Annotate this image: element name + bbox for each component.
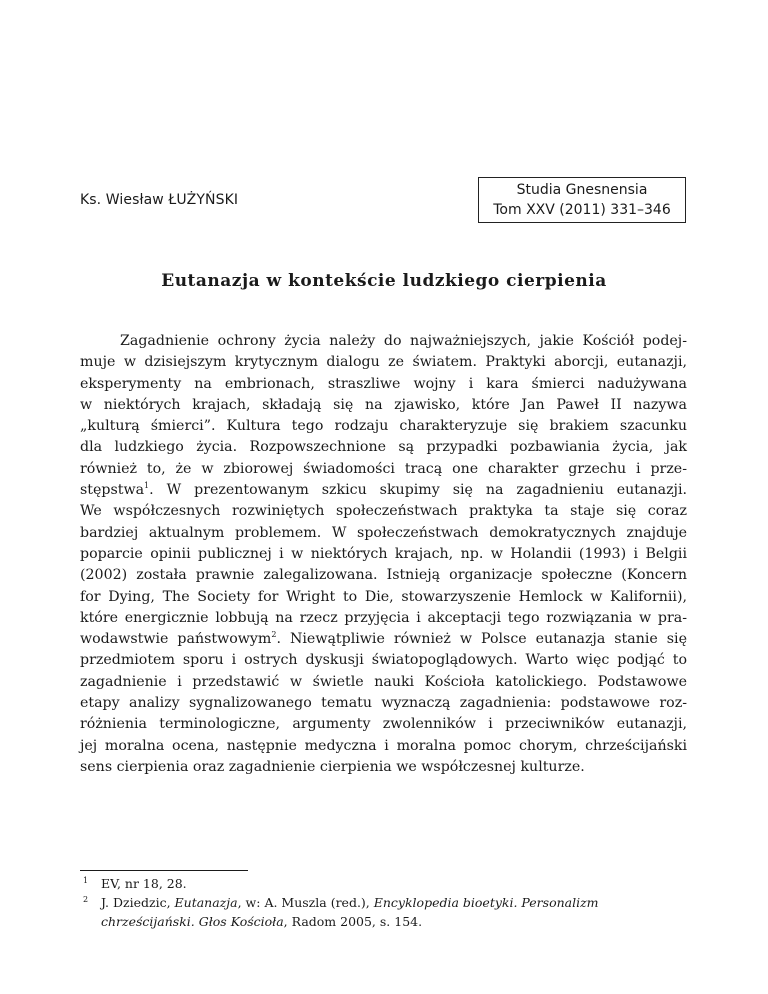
body-text-segment: . W prezentowanym szkicu skupimy się na zagadnieniu eutanazji. <box>149 482 687 499</box>
body-line: zagadnienie i przedstawić w świetle nauki Kościoła katolickiego. Podstawowe <box>80 673 687 690</box>
body-line <box>80 629 687 650</box>
body-line: Zagadnienie ochrony życia należy do najważniejszych, jakie Kościół podej- <box>120 333 687 349</box>
body-line: jej moralna ocena, następnie medyczna i moralna pomoc chorym, chrześcijański <box>80 737 687 754</box>
footnote-text: EV, nr 18, 28. <box>101 876 187 891</box>
body-line: eksperymenty na embrionach, straszliwe wojny i kara śmierci nadużywana <box>80 375 687 392</box>
footnote-1 <box>80 874 687 893</box>
body-line: for Dying, The Society for Wright to Die, stowarzyszenie Hemlock w Kalifornii), <box>80 588 687 605</box>
footnotes <box>80 874 687 931</box>
journal-volume: Tom XXV (2011) 331–346 <box>493 202 671 218</box>
footnote-book-title: Encyklopedia bioetyki. Personalizm <box>373 895 599 910</box>
footnote-2-continuation <box>80 912 687 931</box>
body-line: w niektórych krajach, składają się na zjawisko, które Jan Paweł II nazywa <box>80 396 687 413</box>
body-line: bardziej aktualnym problemem. W społeczeństwach demokratycznych znajduje <box>80 524 687 541</box>
body-line: (2002) została prawnie zalegalizowana. Istnieją organizacje społeczne (Koncern <box>80 567 687 584</box>
body-line: poparcie opinii publicznej i w niektórych krajach, np. w Holandii (1993) i Belgii <box>80 545 687 562</box>
footnote-separator <box>80 870 248 871</box>
footnote-marker-2[interactable]: 2 <box>271 630 277 640</box>
body-line: dla ludzkiego życia. Rozpowszechnione są przypadki pozbawiania życia, jak <box>80 439 687 456</box>
body-line: które energicznie lobbują na rzecz przyjęcia i akceptacji tego rozwiązania w pra- <box>80 609 687 626</box>
footnote-number: 1 <box>83 876 89 885</box>
article-title: Eutanazja w kontekście ludzkiego cierpienia <box>161 271 607 291</box>
body-line: muje w dzisiejszym krytycznym dialogu ze światem. Praktyki aborcji, eutanazji, <box>80 354 687 371</box>
body-line: „kulturą śmierci”. Kultura tego rodzaju charakteryzuje się brakiem szacunku <box>80 418 687 435</box>
footnote-2 <box>80 893 687 912</box>
body-text-segment: stępstwa <box>80 482 145 499</box>
body-line: sens cierpienia oraz zagadnienie cierpienia we współczesnej kulturze. <box>80 758 585 775</box>
body-line: również to, że w zbiorowej świadomości tracą one charakter grzechu i prze- <box>80 460 687 477</box>
footnote-editor: , w: A. Muszla (red.), <box>237 895 374 910</box>
author-name: Ks. Wiesław ŁUŻYŃSKI <box>80 192 239 208</box>
footnote-publication: , Radom 2005, s. 154. <box>283 914 423 929</box>
journal-name: Studia Gnesnensia <box>516 182 648 198</box>
body-text-segment: wodawstwie państwowym <box>80 631 272 648</box>
footnote-marker-1[interactable]: 1 <box>144 481 150 491</box>
footnote-book-title-cont: chrześcijański. Głos Kościoła <box>101 914 284 929</box>
body-line: etapy analizy sygnalizowanego tematu wyznaczą zagadnienia: podstawowe roz- <box>80 695 687 712</box>
body-line: We współczesnych rozwiniętych społeczeństwach praktyka ta staje się coraz <box>80 503 687 520</box>
journal-info-box <box>478 177 686 223</box>
footnote-author: J. Dziedzic, <box>101 895 175 910</box>
body-paragraph <box>80 331 687 778</box>
footnote-work-title: Eutanazja <box>174 895 238 910</box>
body-line: przedmiotem sporu i ostrych dyskusji światopoglądowych. Warto więc podjąć to <box>80 652 687 669</box>
footnote-number: 2 <box>83 895 89 904</box>
body-line: różnienia terminologiczne, argumenty zwolenników i przeciwników eutanazji, <box>80 716 687 733</box>
body-line <box>80 480 687 501</box>
body-text-segment: . Niewątpliwie również w Polsce eutanazja stanie się <box>276 631 687 648</box>
